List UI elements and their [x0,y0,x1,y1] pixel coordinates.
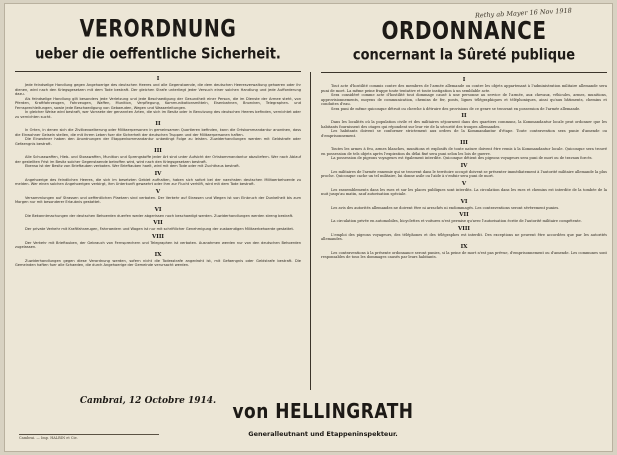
german-section-number: VII [153,220,163,226]
german-paragraph: Jede feindselige Handlung gegen Angehoerige des deutschen Heeres und alle Gegenstaende, die dem deutschen Heeresverwaltung gehoeren oder ihr dienen, wird nach den Kriegsgesetzen mit dem Tode bestraft. Der gleichen Strafe unterliegt jeder Versuch einer solchen Handlung und jede Aufforderung dazu. [15,83,301,96]
german-header-rule [15,71,301,72]
german-title: VERORDNUNG [79,16,237,43]
german-paragraph: Alle Schusswaffen, Hieb- und Stosswaffen, Munition und Sprengstoffe jeder Art sind unter Aufsicht der Ortskommandantur abzuliefern. Wer nach Ablauf der gestellten Frist im Besitz solcher Gegenstaende betroffen wird, wird nach den Kriegsgesetzen bestraft. [15,155,301,164]
german-section-number: V [155,188,161,195]
german-subtitle: ueber die oeffentliche Sicherheit. [35,45,281,64]
french-paragraph: Sera puni de même quiconque détruit ou cherche à détruire des provisions de ce genre se trouvant en possession de l'armée allemande. [331,106,581,111]
french-header-rule [321,72,607,73]
german-paragraph: In Orten, in denen sich die Zivilbevoelkerung oder Militaerpersonen in gemeinsamen Quartieren befinden, kann die Ortskommandantur anordnen, dass die Einwohner Geiseln stellen, die mit ihrem Leben fuer die Sicherheit der deutschen Truppen und der Militaerpersonen haften. [15,128,301,137]
french-paragraph: Toutes les armes à feu, armes blanches, munitions et explosifs de toute nature doivent être remis à la Kommandantur locale. Quiconque sera trouvé en possession de tels objets après l'expiration du délai fixé sera puni selon les lois de guerre. [321,147,607,156]
german-paragraph: Zuwiderhandlungen gegen diese Verordnung werden, sofern nicht die Todesstrafe angedroht ist, mit Gefaengnis oder Geldstrafe bestraft. Die Gemeinden haften fuer alle Schaeden, die durch Angehoerige der Gemeinde verursacht werden. [15,258,301,267]
german-section-number: IV [154,170,162,177]
french-section-number: I [462,77,466,83]
french-section-number: VI [460,198,468,205]
french-sections [317,77,611,260]
french-paragraph: L'emploi des pigeons voyageurs, des téléphones et des télégraphes est interdit. Des exceptions ne peuvent être accordées que par les autorités allemandes. [321,232,607,241]
french-subtitle: concernant la Sûreté publique [352,46,576,65]
french-title: ORDONNANCE [381,16,547,45]
german-section-number: VIII [152,233,164,240]
printer-imprint: Cambrai. — Imp. HALBIN et Cie. [19,436,78,440]
german-section-number: IX [154,251,162,258]
german-section-number: VI [154,206,162,213]
signature-name: von HELLINGRATH [232,400,414,424]
german-paragraph: Ebenso ist der Besitz von Brieftauben verboten. Wer Brieftauben haelt, wird mit dem Tode oder mit Zuchthaus bestraft. [25,164,240,168]
french-paragraph: Tout acte d'hostilité commis contre des membres de l'armée allemande ou contre les objets appartenant à l'administration militaire allemande sera puni de mort. La même peine frappe toute tentative et toute instigation à un semblable acte. [321,84,607,93]
french-section-number: IX [460,243,468,250]
german-paragraph: Der Verkehr mit Brieftauben, der Gebrauch von Fernsprechern und Telegraphen ist verboten. Ausnahmen werden nur von den deutschen Behoerden zugelassen. [15,240,301,249]
german-section-number: II [155,121,161,127]
german-paragraph: Als feindselige Handlung gilt besonders jede Verletzung und jede Beschaedigung der Gesundheit einer Person, die im Dienste der Armee steht, von Pferden, Kraftfahrzeugen, Fahrzeugen, Waffen, Munition, Verpflegung, Kommunikationsmitteln, Eisenbahnen, Bruecken, Telegraphen- und Fernsprechleitungen, sowie jede Beschaedigung von Gebaeuden, Wegen und Wasserleitungen. [15,96,301,110]
german-column [11,16,305,268]
german-paragraph: Angehoerige des feindlichen Heeres, die sich im besetzten Gebiet aufhalten, haben sich sofort bei der naechsten deutschen Militaerbehoerde zu melden. Wer einen solchen Angehoerigen verbirgt, ihm Unterkunft gewaehrt oder ihm zur Flucht verhilft, wird mit dem Tode bestraft. [15,177,301,186]
french-paragraph: Les contraventions à la présente ordonnance seront punies, si la peine de mort n'est pas prévue, d'emprisonnement ou d'amende. Les communes sont responsables de tous les dommages causés par leurs habitants. [321,250,607,259]
german-section-number: III [154,148,162,154]
german-paragraph: Die Einwohner haben den Anordnungen der Etappenkommandantur unbedingt Folge zu leisten. Zuwiderhandlungen werden mit Geldstrafe oder Gefaengnis bestraft. [15,137,301,146]
french-paragraph: Les militaires de l'armée ennemie qui se trouvent dans le territoire occupé doivent se présenter immédiatement à l'autorité militaire allemande la plus proche. Quiconque cache un tel militaire, lui donne asile ou l'aide à s'enfuir sera puni de mort. [321,169,607,178]
german-sections [11,76,305,268]
poster-footer [11,390,611,452]
french-section-number: VIII [458,225,470,232]
issue-date: Cambrai, 12 Octobre 1914. [79,396,217,406]
german-paragraph: Der private Verkehr mit Kraftfahrzeugen, Fahrraedern und Wagen ist nur mit schriftlicher Genehmigung der zustaendigen Militaerbehoerde gestattet. [25,227,295,231]
handwritten-annotation: Rethy ab Mayer 16 Nov 1918 [474,6,572,20]
french-section-number: IV [460,162,468,169]
french-column [317,16,611,260]
french-section-number: VII [459,212,469,218]
column-divider [310,72,311,390]
german-paragraph: In gleicher Weise wird bestraft, wer Vorraete der genannten Arten, die sich im Besitz oder in Benutzung des deutschen Heeres befinden, vernichtet oder zu vernichten sucht. [15,110,301,119]
french-paragraph: Dans les localités où la population civile et des militaires séjournent dans des quartiers communs, la Kommandantur locale peut ordonner que les habitants fournissent des otages qui répondent sur leur vie de la sécurité des troupes allemandes. [321,120,607,129]
french-paragraph: La possession de pigeons voyageurs est également interdite. Quiconque détient des pigeons voyageurs sera puni de mort ou de travaux forcés. [331,156,593,160]
german-paragraph: Versammlungen auf Strassen und oeffentlichen Plaetzen sind verboten. Der Verkehr auf Strassen und Wegen ist von Einbruch der Dunkelheit bis zum Morgen nur mit besonderer Erlaubnis gestattet. [15,195,301,204]
french-section-number: II [461,113,467,119]
french-section-number: V [461,180,467,187]
french-paragraph: Les habitants doivent se conformer strictement aux ordres de la Kommandantur d'étape. Toute contravention sera punie d'amende ou d'emprisonnement. [321,129,607,138]
german-paragraph: Die Bekanntmachungen der deutschen Behoerden duerfen weder abgerissen noch beschaedigt werden. Zuwiderhandlungen werden streng bestraft. [25,213,294,218]
french-paragraph: Sera considéré comme acte d'hostilité tout dommage causé à une personne au service de l'armée, aux chevaux, véhicules, armes, munitions, approvisionnements, moyens de communication, chemins de fer, ponts, lignes télégraphiques et téléphoniques, ainsi qu'aux bâtiments, chemins et conduites d'eau. [321,93,607,106]
french-paragraph: Les rassemblements dans les rues et sur les places publiques sont interdits. La circulation dans les rues et chemins est interdite de la tombée de la nuit jusqu'au matin, sauf autorisation spéciale. [321,187,607,196]
signature-title: Generalleutnant und Etappeninspekteur. [248,430,398,438]
french-section-number: III [460,140,468,146]
proclamation-poster [4,3,613,452]
french-paragraph: Les avis des autorités allemandes ne doivent être ni arrachés ni endommagés. Les contraventions seront sévèrement punies. [331,205,560,210]
german-section-number: I [156,76,160,82]
french-paragraph: La circulation privée en automobiles, bicyclettes et voitures n'est permise qu'avec l'autorisation écrite de l'autorité militaire compétente. [331,219,582,223]
footer-rule [19,434,159,435]
